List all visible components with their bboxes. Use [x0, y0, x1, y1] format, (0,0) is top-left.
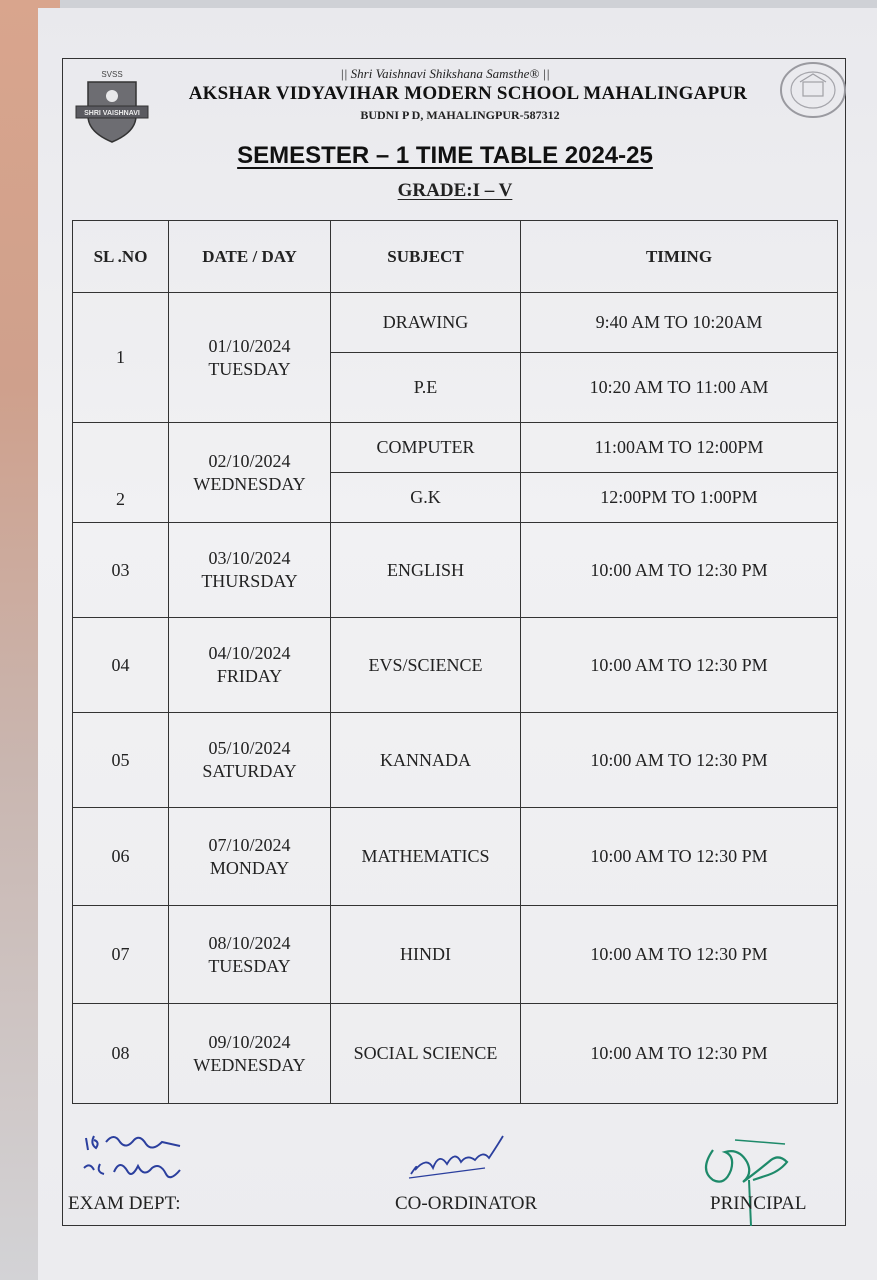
cell-date-day [169, 1004, 331, 1104]
table-row [73, 906, 838, 1004]
cell-subject: EVS/SCIENCE [331, 618, 521, 713]
principal-label: PRINCIPAL [710, 1193, 807, 1214]
grade-text: GRADE:I – V [397, 180, 513, 201]
cell-timing: 10:20 AM TO 11:00 AM [521, 353, 838, 423]
cell-timing: 12:00PM TO 1:00PM [521, 473, 838, 523]
cell-day: THURSDAY [201, 571, 298, 591]
header-slno: SL .NO [73, 221, 169, 293]
cell-slno: 04 [73, 618, 169, 713]
grade-label [355, 180, 555, 202]
cell-date: 01/10/2024 [208, 335, 291, 356]
cell-subject: HINDI [331, 906, 521, 1004]
cell-day: SATURDAY [202, 761, 297, 781]
cell-date: 02/10/2024 [208, 450, 291, 471]
cell-slno: 06 [73, 808, 169, 906]
timetable [72, 220, 838, 1104]
trust-name: || Shri Vaishnavi Shikshana Samsthe® || [340, 66, 550, 81]
page-title-text: SEMESTER – 1 TIME TABLE 2024-25 [237, 142, 653, 169]
cell-subject: G.K [331, 473, 521, 523]
table-row [73, 293, 838, 353]
cell-timing: 10:00 AM TO 12:30 PM [521, 523, 838, 618]
cell-subject: DRAWING [331, 293, 521, 353]
page-title [150, 142, 740, 170]
coordinator-signature [405, 1128, 515, 1188]
cell-date: 03/10/2024 [208, 548, 291, 568]
table-row [73, 423, 838, 473]
header-timing: TIMING [521, 221, 838, 293]
cell-slno: 07 [73, 906, 169, 1004]
cell-timing: 10:00 AM TO 12:30 PM [521, 618, 838, 713]
cell-slno: 08 [73, 1004, 169, 1104]
header-subject: SUBJECT [331, 221, 521, 293]
school-logo [72, 66, 152, 146]
cell-date-day [169, 423, 331, 523]
cell-date-day [169, 808, 331, 906]
cell-date: 08/10/2024 [208, 932, 291, 953]
table-header-row [73, 221, 838, 293]
cell-subject: SOCIAL SCIENCE [331, 1004, 521, 1104]
cell-subject: MATHEMATICS [331, 808, 521, 906]
table-row [73, 713, 838, 808]
cell-subject: ENGLISH [331, 523, 521, 618]
logo-banner: SHRI VAISHNAVI [84, 110, 140, 117]
cell-date: 07/10/2024 [208, 834, 291, 855]
exam-dept-signature [80, 1128, 200, 1192]
cell-day: WEDNESDAY [193, 1054, 306, 1075]
table-row [73, 618, 838, 713]
logo-text: SVSS [101, 70, 123, 79]
cell-slno: 2 [73, 423, 169, 523]
cell-day: WEDNESDAY [193, 473, 306, 494]
cell-timing: 10:00 AM TO 12:30 PM [521, 808, 838, 906]
cell-slno: 03 [73, 523, 169, 618]
cell-date-day [169, 523, 331, 618]
table-row [73, 808, 838, 906]
cell-timing: 10:00 AM TO 12:30 PM [521, 713, 838, 808]
cell-subject: COMPUTER [331, 423, 521, 473]
exam-dept-label: EXAM DEPT: [68, 1193, 181, 1214]
principal-signature [695, 1130, 805, 1230]
cell-date: 09/10/2024 [208, 1031, 291, 1052]
school-seal [778, 60, 848, 120]
coordinator-label: CO-ORDINATOR [395, 1193, 538, 1214]
cell-subject: KANNADA [331, 713, 521, 808]
cell-day: TUESDAY [208, 955, 291, 976]
cell-date: 04/10/2024 [208, 643, 291, 663]
cell-day: MONDAY [209, 857, 290, 878]
header-date-day: DATE / DAY [169, 221, 331, 293]
cell-slno: 05 [73, 713, 169, 808]
cell-timing: 10:00 AM TO 12:30 PM [521, 1004, 838, 1104]
cell-date-day [169, 713, 331, 808]
cell-date: 05/10/2024 [208, 738, 291, 758]
cell-timing: 9:40 AM TO 10:20AM [521, 293, 838, 353]
cell-day: TUESDAY [208, 358, 291, 379]
table-row [73, 1004, 838, 1104]
cell-date-day [169, 618, 331, 713]
cell-timing: 10:00 AM TO 12:30 PM [521, 906, 838, 1004]
cell-slno: 1 [73, 293, 169, 423]
cell-day: FRIDAY [216, 666, 283, 686]
cell-timing: 11:00AM TO 12:00PM [521, 423, 838, 473]
table-row [73, 523, 838, 618]
cell-date-day [169, 293, 331, 423]
school-address: BUDNI P D, MAHALINGPUR-587312 [360, 108, 560, 122]
cell-date-day [169, 906, 331, 1004]
cell-subject: P.E [331, 353, 521, 423]
school-name: AKSHAR VIDYAVIHAR MODERN SCHOOL MAHALINGAPUR [188, 83, 748, 104]
